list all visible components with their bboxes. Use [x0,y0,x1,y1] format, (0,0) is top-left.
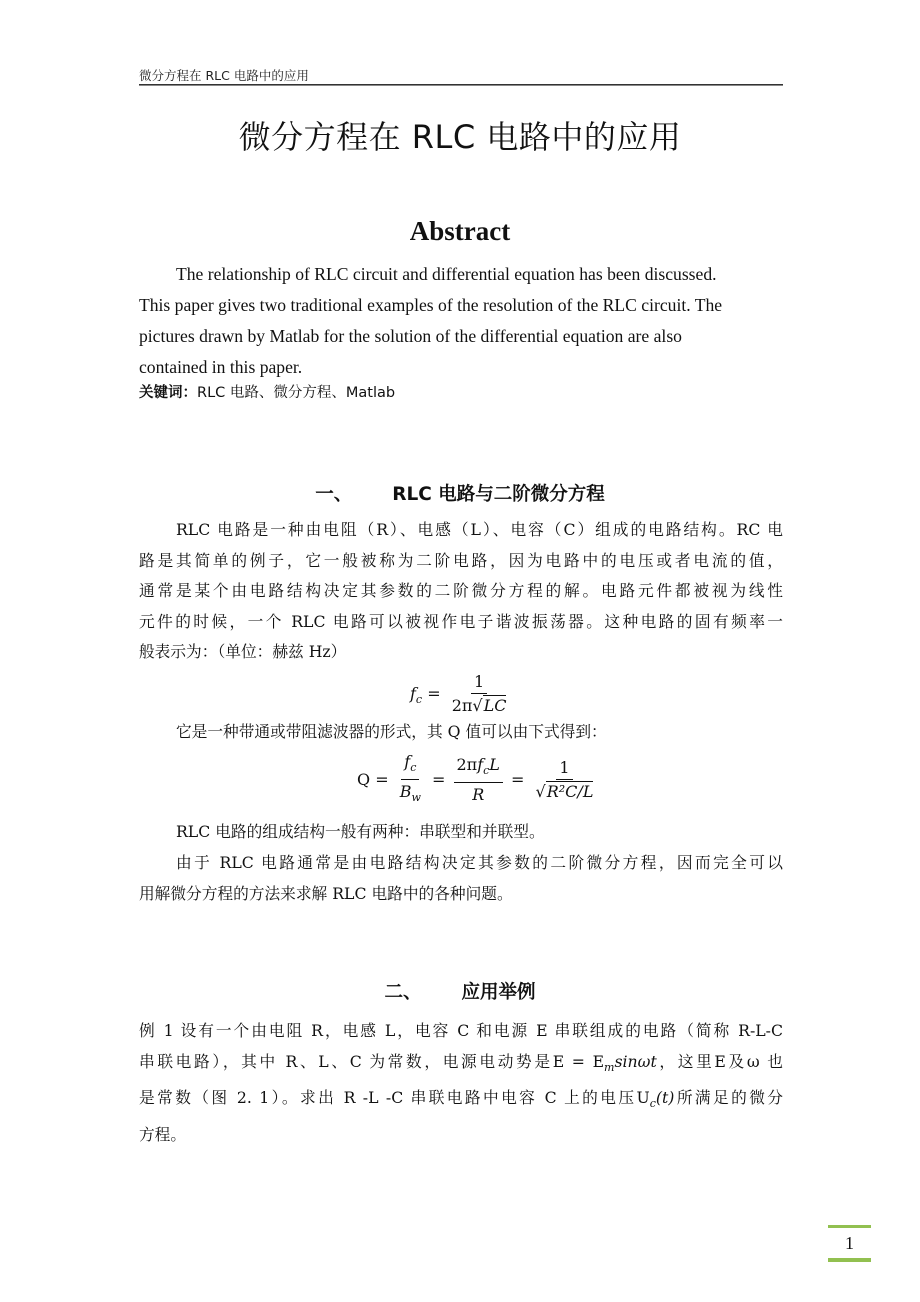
eq-symbol: Q [357,770,371,790]
section-2-heading [0,978,920,1004]
line-text: 所满足的微分 [674,1088,783,1108]
denominator: R [472,785,485,805]
page-number-bottom-bar [828,1258,871,1262]
num-prefix: 2π [456,755,478,775]
section-2-number: 二、 [384,982,422,1003]
num-suffix: L [489,755,500,775]
paragraph-line: RLC 电路是一种由电阻（R）、电感（L）、电容（C）组成的电路结构。RC 电 [176,520,783,539]
sqrt-content: R²C/L [546,782,594,802]
num-subscript: c [483,764,490,778]
page-number-box [828,1225,871,1262]
header-rule [139,84,783,86]
math-text: sinωt [614,1051,657,1071]
num-symbol: f [477,755,484,775]
abstract-line: pictures drawn by Matlab for the solution of the differential equation are also [139,326,682,346]
eq-sign: = [511,770,525,790]
subscript: m [604,1060,615,1074]
section-1-number: 一、 [315,484,353,505]
den-subscript: w [411,791,421,805]
paragraph-line: 路是其简单的例子，它一般被称为二阶电路，因为电路中的电压或者电流的值， [139,550,783,570]
paragraph-line: 元件的时候，一个 RLC 电路可以被视作电子谐波振荡器。这种电路的固有频率一 [139,611,783,631]
section-1-paragraph-1 [139,515,783,668]
keywords-label: 关键词： [139,385,197,401]
num-subscript: c [410,761,417,775]
eq-sign: = [427,684,441,703]
numerator [454,755,503,783]
numerator: 1 [556,758,572,780]
keywords [139,381,395,402]
paragraph-line: 例 1 设有一个由电阻 R，电感 L，电容 C 和电源 E 串联组成的电路（简称 R-L-C [139,1021,783,1040]
abstract-line: This paper gives two traditional examples of the resolution of the RLC circuit. The [139,295,723,315]
page-number: 1 [845,1233,854,1253]
abstract-line: contained in this paper. [139,357,303,377]
fraction [397,752,424,809]
section-2-title: 应用举例 [461,982,536,1003]
eq-subscript: c [415,693,423,707]
num-symbol: f [404,752,411,771]
line-text: 串联电路），其中 R、L、C 为常数，电源电动势是E = E [139,1051,605,1071]
abstract-line: The relationship of RLC circuit and differential equation has been discussed. [176,264,717,284]
abstract-body [139,259,783,383]
paragraph-line [139,1083,783,1120]
section-1-paragraph-4 [139,848,783,909]
math-text: (t) [655,1088,675,1108]
running-header: 微分方程在 RLC 电路中的应用 [139,68,309,83]
abstract-heading: Abstract [409,216,511,246]
section-1-heading [0,480,920,506]
paragraph-line: 般表示为：（单位：赫兹 Hz） [139,642,347,661]
keywords-value: RLC 电路、微分方程、Matlab [197,385,396,401]
subscript: c [649,1097,656,1111]
eq-sign: = [375,770,389,790]
section-1-paragraph-2 [139,717,783,748]
section-1-paragraph-3 [139,817,783,848]
fraction [449,672,510,717]
den-prefix: 2π [451,696,473,715]
sqrt-content: LC [483,696,507,715]
eq-sign: = [432,770,446,790]
paragraph-line [139,1047,783,1084]
page-title: 微分方程在 RLC 电路中的应用 [238,118,682,156]
line-text: ，这里E及ω 也 [656,1051,783,1071]
paragraph-line: 方程。 [139,1124,187,1144]
paragraph-line: 用解微分方程的方法来求解 RLC 电路中的各种问题。 [139,883,513,903]
numerator [401,752,419,780]
denominator: √R²C/L [535,782,594,802]
eq-symbol: f [410,684,416,703]
den-symbol: B [399,782,412,802]
denominator [397,780,424,809]
paragraph-line: RLC 电路的组成结构一般有两种：串联型和并联型。 [176,822,545,841]
paragraph-line: 它是一种带通或带阻滤波器的形式，其 Q 值可以由下式得到： [176,722,607,741]
section-1-title: RLC 电路与二阶微分方程 [392,484,605,505]
fraction [533,758,597,803]
equation-resonant-frequency [410,672,512,717]
denominator: 2π√LC [451,696,507,715]
numerator: 1 [471,672,487,694]
paragraph-line: 通常是某个由电路结构决定其参数的二阶微分方程的解。电路元件都被视为线性 [139,581,783,600]
line-text: 是常数（图 2. 1）。求出 R -L -C 串联电路中电容 C 上的电压U [139,1088,650,1108]
fraction [454,755,503,806]
paragraph-line: 由于 RLC 电路通常是由电路结构决定其参数的二阶微分方程，因而完全可以 [176,853,783,872]
equation-q-factor [357,752,599,809]
example-1-paragraph [139,1016,783,1150]
